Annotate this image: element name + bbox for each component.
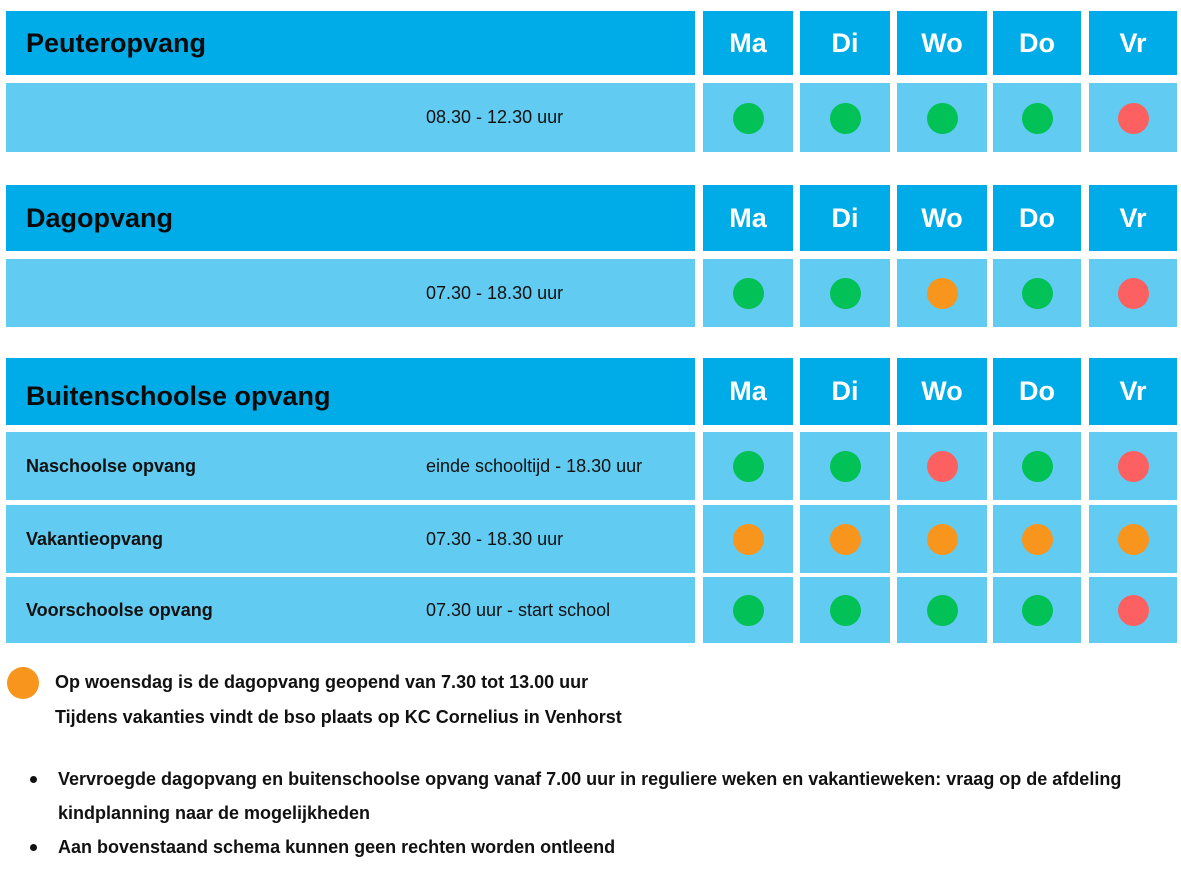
day-header xyxy=(800,358,890,425)
status-cell xyxy=(1089,432,1177,500)
list-item xyxy=(30,830,1160,864)
day-header xyxy=(703,185,793,251)
day-label: Vr xyxy=(1119,202,1147,233)
status-cell xyxy=(897,432,987,500)
day-label: Do xyxy=(1019,27,1055,58)
status-dot-green xyxy=(733,451,764,482)
status-dot-green xyxy=(1022,278,1053,309)
schedule-row xyxy=(0,577,1181,643)
bullet-icon xyxy=(30,776,37,783)
status-cell xyxy=(1089,83,1177,152)
status-dot-green xyxy=(830,451,861,482)
status-cell xyxy=(993,432,1081,500)
status-cell xyxy=(800,577,890,643)
day-header xyxy=(993,185,1081,251)
status-dot-orange xyxy=(927,524,958,555)
schedule-row xyxy=(0,259,1181,327)
row-time: 07.30 uur - start school xyxy=(426,599,611,620)
day-label: Ma xyxy=(729,202,767,233)
status-dot-red xyxy=(1118,103,1149,134)
schedule-row xyxy=(0,505,1181,573)
status-dot-orange xyxy=(1022,524,1053,555)
status-dot-orange xyxy=(927,278,958,309)
status-dot-red xyxy=(1118,595,1149,626)
row-label-cell xyxy=(6,259,695,327)
day-header xyxy=(897,185,987,251)
status-cell xyxy=(897,577,987,643)
day-label: Ma xyxy=(729,27,767,58)
status-dot-orange xyxy=(830,524,861,555)
status-dot-orange xyxy=(1118,524,1149,555)
day-label: Di xyxy=(831,27,859,58)
status-cell xyxy=(703,577,793,643)
status-cell xyxy=(703,259,793,327)
status-cell xyxy=(800,432,890,500)
day-header xyxy=(897,11,987,75)
day-label: Do xyxy=(1019,376,1055,406)
day-label: Vr xyxy=(1119,376,1147,406)
status-dot-green xyxy=(927,103,958,134)
status-dot-green xyxy=(1022,595,1053,626)
row-label-cell xyxy=(6,577,695,643)
day-label: Wo xyxy=(921,27,963,58)
row-time: einde schooltijd - 18.30 uur xyxy=(426,455,643,476)
status-cell xyxy=(993,505,1081,573)
day-header xyxy=(703,358,793,425)
row-label-cell xyxy=(6,83,695,152)
section-title: Dagopvang xyxy=(26,202,174,233)
bullet-text: Aan bovenstaand schema kunnen geen rechten worden ontleend xyxy=(58,837,616,857)
section-bso-header xyxy=(0,358,1181,425)
schedule-row xyxy=(0,83,1181,152)
row-name: Voorschoolse opvang xyxy=(26,599,213,620)
day-header xyxy=(993,358,1081,425)
row-time: 07.30 - 18.30 uur xyxy=(426,528,564,549)
day-label: Wo xyxy=(921,202,963,233)
status-dot-green xyxy=(830,595,861,626)
status-cell xyxy=(897,83,987,152)
notes-list xyxy=(30,762,1160,864)
day-header xyxy=(800,185,890,251)
status-cell xyxy=(897,259,987,327)
row-name: Vakantieopvang xyxy=(26,528,164,549)
list-item xyxy=(30,762,1160,830)
status-dot-green xyxy=(830,278,861,309)
legend-orange-dot-icon xyxy=(7,667,39,699)
status-cell xyxy=(993,259,1081,327)
status-cell xyxy=(1089,577,1177,643)
day-label: Di xyxy=(831,376,859,406)
day-label: Ma xyxy=(729,376,767,406)
row-name: Naschoolse opvang xyxy=(26,455,197,476)
status-cell xyxy=(897,505,987,573)
day-header xyxy=(897,358,987,425)
section-title-cell xyxy=(6,358,695,425)
status-dot-green xyxy=(1022,451,1053,482)
status-dot-green xyxy=(830,103,861,134)
row-time: 07.30 - 18.30 uur xyxy=(426,282,564,303)
day-label: Vr xyxy=(1119,27,1147,58)
status-dot-red xyxy=(927,451,958,482)
status-dot-green xyxy=(927,595,958,626)
day-header xyxy=(1089,185,1177,251)
day-label: Di xyxy=(831,202,859,233)
status-cell xyxy=(800,83,890,152)
schedule-row xyxy=(0,432,1181,500)
status-dot-green xyxy=(733,278,764,309)
legend-note-wednesday: Op woensdag is de dagopvang geopend van 7.30 tot 13.00 uur xyxy=(55,672,589,692)
section-title: Buitenschoolse opvang xyxy=(26,381,331,411)
section-dagopvang-header xyxy=(0,185,1181,251)
status-cell xyxy=(800,505,890,573)
day-header xyxy=(1089,358,1177,425)
legend-note-holidays: Tijdens vakanties vindt de bso plaats op KC Cornelius in Venhorst xyxy=(55,707,622,727)
status-cell xyxy=(1089,505,1177,573)
section-title-cell xyxy=(6,11,695,75)
row-label-cell xyxy=(6,505,695,573)
status-cell xyxy=(703,432,793,500)
day-label: Wo xyxy=(921,376,963,406)
status-cell xyxy=(703,505,793,573)
row-time: 08.30 - 12.30 uur xyxy=(426,107,564,127)
day-header xyxy=(703,11,793,75)
section-peuteropvang-header xyxy=(0,11,1181,75)
status-cell xyxy=(703,83,793,152)
status-cell xyxy=(1089,259,1177,327)
bullet-icon xyxy=(30,844,37,851)
status-dot-green xyxy=(733,103,764,134)
status-cell xyxy=(993,577,1081,643)
status-dot-red xyxy=(1118,278,1149,309)
status-dot-green xyxy=(1022,103,1053,134)
day-label: Do xyxy=(1019,202,1055,233)
status-dot-red xyxy=(1118,451,1149,482)
day-header xyxy=(800,11,890,75)
day-header xyxy=(993,11,1081,75)
bullet-text: Vervroegde dagopvang en buitenschoolse opvang vanaf 7.00 uur in reguliere weken en vakantieweken: vraag op de afdeling kindplanning naar de mogelijkheden xyxy=(58,769,1122,823)
day-header xyxy=(1089,11,1177,75)
status-dot-green xyxy=(733,595,764,626)
status-cell xyxy=(800,259,890,327)
status-cell xyxy=(993,83,1081,152)
section-title: Peuteropvang xyxy=(26,27,207,58)
row-label-cell xyxy=(6,432,695,500)
section-title-cell xyxy=(6,185,695,251)
status-dot-orange xyxy=(733,524,764,555)
